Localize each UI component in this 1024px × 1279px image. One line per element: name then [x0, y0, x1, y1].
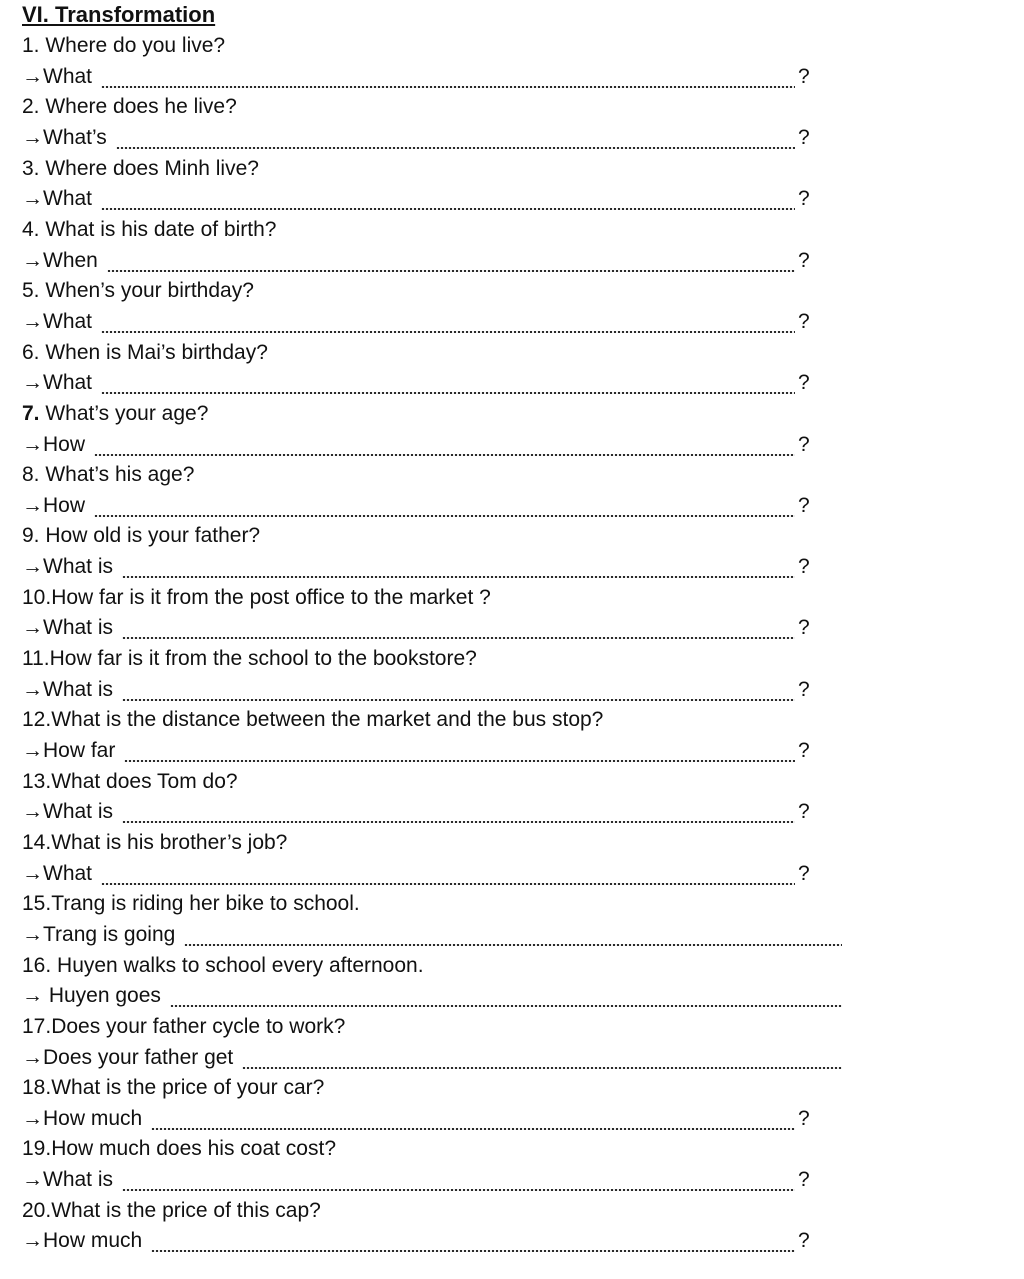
question-mark: ? — [798, 800, 810, 824]
question-mark: ? — [798, 677, 810, 701]
question-text: 17.Does your father cycle to work? — [22, 1014, 346, 1038]
answer-line — [22, 552, 810, 582]
question-mark: ? — [798, 493, 810, 517]
question-text: 10.How far is it from the post office to the market ? — [22, 585, 491, 609]
question-text: 20.What is the price of this cap? — [22, 1198, 321, 1222]
question-text: 18.What is the price of your car? — [22, 1076, 325, 1100]
answer-blank[interactable] — [94, 515, 795, 517]
question-text: 19.How much does his coat cost? — [22, 1137, 336, 1161]
question-mark: ? — [798, 126, 810, 149]
answer-blank[interactable] — [101, 392, 795, 394]
answer-blank[interactable] — [184, 944, 842, 946]
answer-blank[interactable] — [170, 1005, 842, 1007]
answer-prompt: →What — [22, 64, 93, 88]
question-text — [22, 399, 208, 429]
question-mark: ? — [798, 248, 810, 272]
answer-prompt: →What is — [22, 677, 114, 701]
answer-blank[interactable] — [101, 331, 795, 333]
answer-prompt: →What is — [22, 616, 114, 640]
answer-blank[interactable] — [151, 1128, 795, 1130]
answer-blank[interactable] — [107, 270, 795, 272]
answer-prompt: →What — [22, 371, 93, 395]
answer-line — [22, 307, 810, 337]
answer-prompt: →What — [22, 187, 93, 211]
answer-prompt: →What is — [22, 1168, 114, 1192]
question-mark: ? — [798, 187, 810, 211]
question-mark: ? — [798, 739, 810, 762]
answer-line — [22, 736, 810, 766]
answer-line — [22, 613, 810, 643]
question-mark: ? — [798, 1168, 810, 1192]
answer-blank[interactable] — [122, 1189, 795, 1191]
answer-blank[interactable] — [116, 147, 795, 149]
answer-blank[interactable] — [101, 883, 795, 885]
answer-line — [22, 797, 810, 827]
question-mark: ? — [798, 616, 810, 640]
question-mark: ? — [798, 432, 810, 456]
question-body: What’s your age? — [39, 401, 209, 425]
answer-prompt: →What is — [22, 555, 114, 579]
answer-blank[interactable] — [101, 86, 795, 88]
answer-blank[interactable] — [151, 1250, 795, 1252]
question-text: 8. What’s his age? — [22, 463, 195, 487]
question-text: 6. When is Mai’s birthday? — [22, 340, 268, 364]
answer-prompt: →How — [22, 493, 86, 517]
question-text: 16. Huyen walks to school every afternoon. — [22, 953, 424, 977]
answer-blank[interactable] — [122, 821, 795, 823]
answer-blank[interactable] — [94, 454, 795, 456]
question-text: 1. Where do you live? — [22, 34, 226, 57]
answer-blank[interactable] — [122, 637, 795, 639]
question-mark: ? — [798, 371, 810, 395]
answer-line — [22, 184, 810, 214]
answer-line — [22, 1226, 810, 1256]
question-number: 7. — [22, 401, 40, 425]
answer-prompt: →How far — [22, 739, 116, 762]
question-mark: ? — [798, 555, 810, 579]
answer-line — [22, 1104, 810, 1134]
answer-line — [22, 859, 810, 889]
answer-line — [22, 368, 810, 398]
question-mark: ? — [798, 1106, 810, 1130]
answer-blank[interactable] — [242, 1067, 842, 1069]
answer-prompt: →Trang is going — [22, 922, 176, 946]
question-text: 11.How far is it from the school to the bookstore? — [22, 647, 477, 670]
answer-line — [22, 491, 810, 521]
question-mark: ? — [798, 861, 810, 885]
question-text: 3. Where does Minh live? — [22, 156, 259, 180]
question-text: 4. What is his date of birth? — [22, 217, 277, 241]
section-title: VI. Transformation — [22, 2, 216, 27]
answer-line — [22, 1043, 842, 1073]
answer-line — [22, 62, 810, 92]
question-text: 9. How old is your father? — [22, 524, 261, 548]
question-text: 12.What is the distance between the market and the bus stop? — [22, 708, 604, 732]
answer-line — [22, 981, 842, 1011]
answer-blank[interactable] — [122, 576, 795, 578]
answer-line — [22, 675, 810, 705]
answer-blank[interactable] — [124, 760, 795, 762]
question-text: 5. When’s your birthday? — [22, 279, 254, 303]
answer-prompt: →When — [22, 248, 98, 272]
question-mark: ? — [798, 309, 810, 333]
answer-line — [22, 1165, 810, 1195]
answer-prompt: →Does your father get — [22, 1045, 234, 1069]
answer-line — [22, 123, 810, 153]
answer-prompt: →How much — [22, 1229, 143, 1253]
question-text: 15.Trang is riding her bike to school. — [22, 892, 360, 916]
question-mark: ? — [798, 1229, 810, 1253]
answer-prompt: →What — [22, 309, 93, 333]
answer-line — [22, 920, 842, 950]
answer-prompt: → Huyen goes — [22, 984, 161, 1008]
question-text: 14.What is his brother’s job? — [22, 830, 288, 854]
answer-prompt: →What is — [22, 800, 114, 824]
answer-blank[interactable] — [122, 699, 795, 701]
answer-blank[interactable] — [101, 208, 795, 210]
question-mark: ? — [798, 64, 810, 88]
answer-prompt: →How — [22, 432, 86, 456]
answer-line — [22, 430, 810, 460]
answer-prompt: →How much — [22, 1106, 143, 1130]
question-text: 13.What does Tom do? — [22, 769, 238, 793]
question-text: 2. Where does he live? — [22, 95, 237, 119]
answer-line — [22, 246, 810, 276]
answer-prompt: →What — [22, 861, 93, 885]
answer-prompt: →What’s — [22, 126, 107, 149]
